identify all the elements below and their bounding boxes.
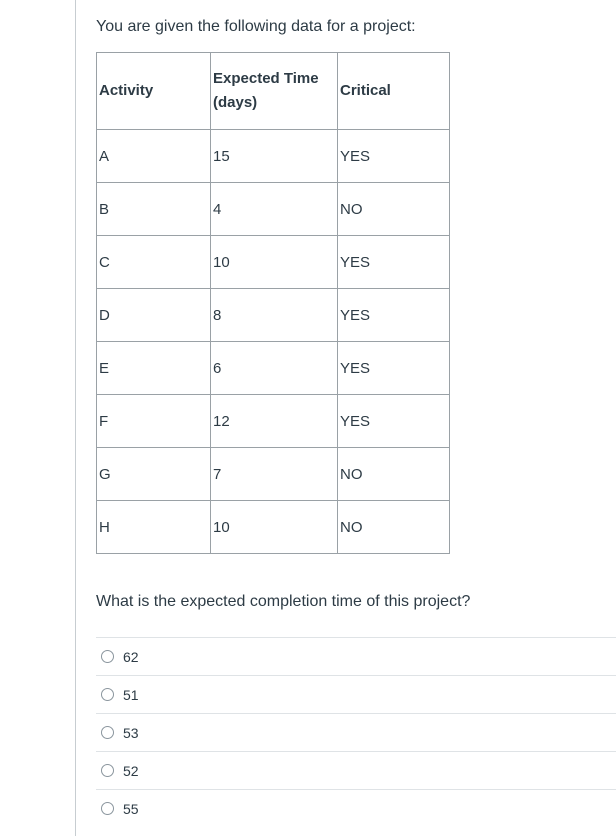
critical-cell: YES	[338, 289, 450, 342]
table-row	[97, 130, 450, 183]
activity-cell: H	[97, 501, 211, 554]
activity-cell: F	[97, 395, 211, 448]
activity-cell: E	[97, 342, 211, 395]
answer-option[interactable]	[96, 675, 616, 713]
time-cell: 10	[211, 236, 338, 289]
left-border	[75, 0, 76, 836]
answer-label[interactable]: 52	[123, 762, 139, 779]
time-cell: 7	[211, 448, 338, 501]
answer-option[interactable]	[96, 751, 616, 789]
answer-option[interactable]	[96, 789, 616, 827]
activity-cell: G	[97, 448, 211, 501]
critical-cell: YES	[338, 342, 450, 395]
time-cell: 6	[211, 342, 338, 395]
table-row	[97, 289, 450, 342]
activity-cell: A	[97, 130, 211, 183]
answer-label[interactable]: 53	[123, 724, 139, 741]
table-row	[97, 236, 450, 289]
time-cell: 10	[211, 501, 338, 554]
activity-cell: C	[97, 236, 211, 289]
critical-cell: NO	[338, 501, 450, 554]
activity-cell: D	[97, 289, 211, 342]
radio-button[interactable]	[101, 726, 114, 739]
activity-cell: B	[97, 183, 211, 236]
critical-cell: NO	[338, 448, 450, 501]
answer-label[interactable]: 62	[123, 648, 139, 665]
radio-button[interactable]	[101, 802, 114, 815]
header-expected-time: Expected Time (days)	[211, 53, 338, 130]
answer-label[interactable]: 55	[123, 800, 139, 817]
table-row	[97, 501, 450, 554]
table-row	[97, 183, 450, 236]
critical-cell: YES	[338, 395, 450, 448]
answer-option[interactable]	[96, 713, 616, 751]
table-row	[97, 395, 450, 448]
radio-button[interactable]	[101, 764, 114, 777]
project-data-table	[96, 52, 450, 554]
answer-option[interactable]	[96, 637, 616, 675]
radio-button[interactable]	[101, 688, 114, 701]
answer-label[interactable]: 51	[123, 686, 139, 703]
time-cell: 12	[211, 395, 338, 448]
answer-options	[96, 637, 616, 827]
time-cell: 8	[211, 289, 338, 342]
radio-button[interactable]	[101, 650, 114, 663]
table-header-row	[97, 53, 450, 130]
time-cell: 4	[211, 183, 338, 236]
header-critical: Critical	[338, 53, 450, 130]
time-cell: 15	[211, 130, 338, 183]
critical-cell: YES	[338, 130, 450, 183]
header-activity: Activity	[97, 53, 211, 130]
question-text: What is the expected completion time of this project?	[96, 593, 471, 610]
table-row	[97, 342, 450, 395]
intro-text: You are given the following data for a project:	[96, 18, 416, 35]
critical-cell: NO	[338, 183, 450, 236]
table-row	[97, 448, 450, 501]
critical-cell: YES	[338, 236, 450, 289]
